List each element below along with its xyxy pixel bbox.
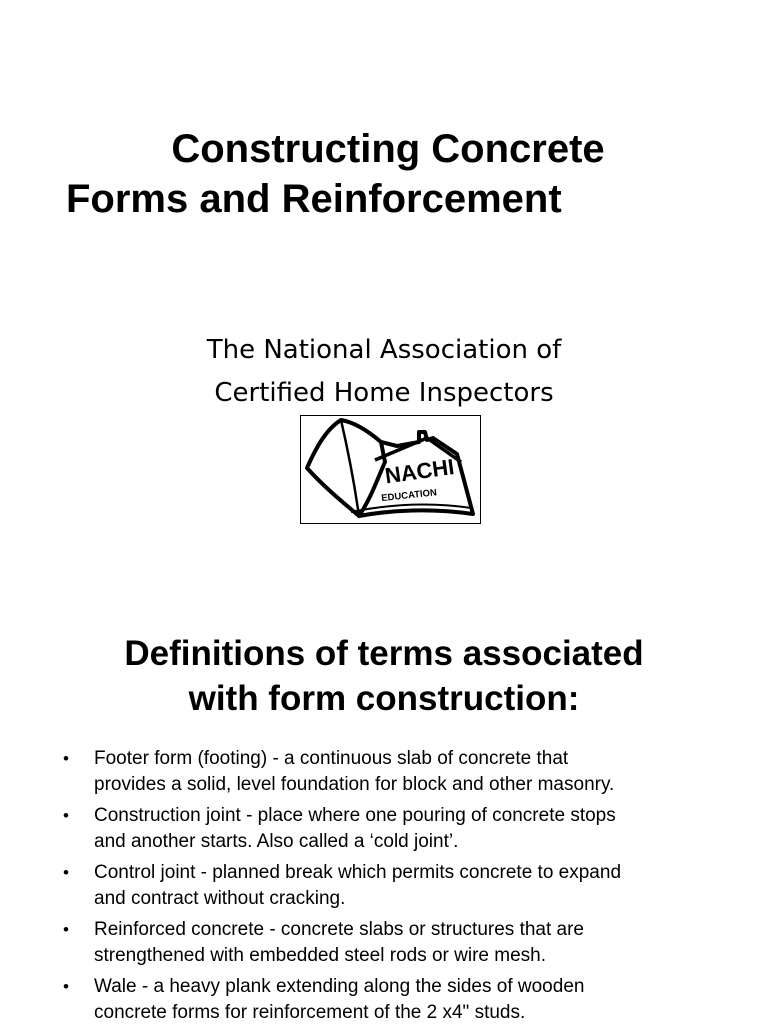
- nachi-education-logo: [300, 415, 481, 524]
- slide-subtitle: [0, 329, 768, 415]
- list-item: [0, 917, 768, 969]
- definition-text-line: Reinforced concrete - concrete slabs or structures that are: [94, 919, 585, 940]
- logo-main-text: NACHI: [383, 454, 456, 489]
- bullet-icon: •: [63, 863, 69, 882]
- list-item: [0, 860, 768, 912]
- definitions-heading: [0, 631, 768, 721]
- bullet-icon: •: [63, 977, 69, 996]
- slide-title-line-1: Constructing Concrete: [171, 127, 605, 171]
- bullet-icon: •: [63, 806, 69, 825]
- definition-text-line: Control joint - planned break which permits concrete to expand: [94, 862, 622, 883]
- definition-text-line: Construction joint - place where one pouring of concrete stops: [94, 805, 616, 826]
- definition-text-line: concrete forms for reinforcement of the 2 x4" studs.: [94, 1002, 526, 1023]
- definition-text-line: Footer form (footing) - a continuous slab of concrete that: [94, 748, 569, 769]
- list-item: [0, 974, 768, 1026]
- bullet-icon: •: [63, 749, 69, 768]
- list-item: [0, 803, 768, 855]
- subtitle-line-1: The National Association of: [206, 335, 562, 365]
- definition-text-line: and contract without cracking.: [94, 888, 346, 909]
- definitions-heading-line-1: Definitions of terms associated: [124, 634, 644, 673]
- definitions-heading-line-2: with form construction:: [188, 679, 580, 718]
- definition-text-line: and another starts. Also called a ‘cold joint’.: [94, 831, 459, 852]
- book-house-logo-icon: [301, 416, 480, 523]
- definition-text-line: strengthened with embedded steel rods or wire mesh.: [94, 945, 547, 966]
- logo-sub-text: EDUCATION: [380, 487, 438, 505]
- definition-text-line: Wale - a heavy plank extending along the sides of wooden: [94, 976, 585, 997]
- slide-title: [0, 124, 768, 224]
- definition-text-line: provides a solid, level foundation for block and other masonry.: [94, 774, 615, 795]
- bullet-icon: •: [63, 920, 69, 939]
- list-item: [0, 746, 768, 798]
- subtitle-line-2: Certified Home Inspectors: [214, 378, 554, 408]
- definitions-slide: [0, 600, 768, 1024]
- slide-title-line-2: Forms and Reinforcement: [66, 177, 562, 221]
- definitions-list: [0, 746, 768, 1031]
